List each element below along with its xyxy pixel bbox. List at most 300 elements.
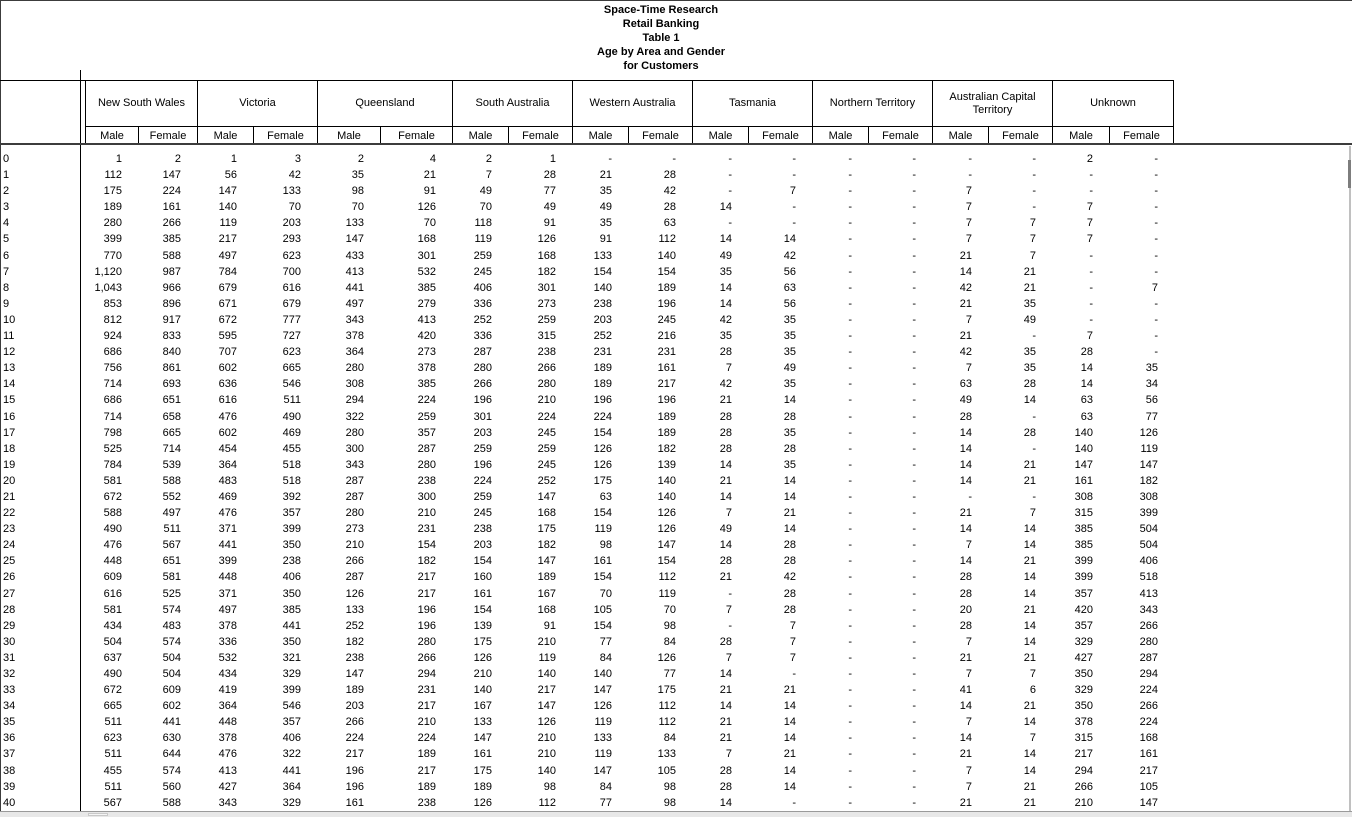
value-cell: 28 bbox=[783, 587, 796, 600]
age-cell: 14 bbox=[3, 378, 16, 391]
value-cell: 147 bbox=[345, 668, 364, 680]
value-cell: 714 bbox=[103, 378, 122, 391]
value-cell: 189 bbox=[593, 378, 612, 391]
value-cell: 7 bbox=[965, 233, 972, 246]
value-cell: 182 bbox=[417, 555, 436, 568]
value-cell: 154 bbox=[473, 555, 492, 568]
value-cell: 434 bbox=[218, 668, 237, 680]
value-cell: 49 bbox=[543, 201, 556, 214]
value-cell: 140 bbox=[473, 684, 492, 697]
value-cell: 616 bbox=[282, 281, 301, 294]
value-cell: 203 bbox=[473, 539, 492, 552]
value-cell: 490 bbox=[103, 523, 122, 536]
value-cell: 469 bbox=[282, 426, 301, 439]
value-cell: 581 bbox=[103, 474, 122, 487]
value-cell: 321 bbox=[282, 651, 301, 664]
value-cell: - bbox=[848, 684, 852, 697]
value-cell: 7 bbox=[1086, 201, 1093, 214]
value-cell: 112 bbox=[538, 796, 556, 809]
table-row bbox=[0, 569, 1174, 585]
value-cell: 707 bbox=[218, 346, 237, 359]
value-cell: 224 bbox=[537, 410, 556, 423]
value-cell: 567 bbox=[162, 539, 181, 552]
group-header-label: South Australia bbox=[475, 97, 550, 109]
value-cell: 105 bbox=[593, 603, 612, 616]
value-cell: 21 bbox=[783, 507, 796, 520]
horizontal-scrollbar[interactable] bbox=[0, 811, 1352, 817]
value-cell: 588 bbox=[162, 474, 181, 487]
value-cell: - bbox=[848, 330, 852, 343]
value-cell: 287 bbox=[1139, 651, 1158, 664]
value-cell: - bbox=[848, 635, 852, 648]
value-cell: 637 bbox=[103, 651, 122, 664]
value-cell: 21 bbox=[959, 507, 972, 520]
value-cell: 28 bbox=[1080, 346, 1093, 359]
value-cell: - bbox=[1154, 233, 1158, 246]
value-cell: - bbox=[1032, 330, 1036, 343]
table-row bbox=[0, 360, 1174, 376]
value-cell: 70 bbox=[288, 201, 301, 214]
value-cell: 28 bbox=[1023, 426, 1036, 439]
value-cell: 112 bbox=[104, 169, 122, 182]
value-cell: 273 bbox=[345, 523, 364, 536]
value-cell: 7 bbox=[725, 362, 732, 375]
value-cell: 42 bbox=[719, 378, 732, 391]
age-cell: 21 bbox=[3, 490, 16, 503]
value-cell: 665 bbox=[282, 362, 301, 375]
value-cell: 427 bbox=[218, 780, 237, 793]
value-cell: - bbox=[848, 571, 852, 584]
value-cell: - bbox=[792, 169, 796, 182]
value-cell: 21 bbox=[959, 297, 972, 310]
value-cell: 7 bbox=[965, 362, 972, 375]
value-cell: 441 bbox=[218, 539, 237, 552]
value-cell: 7 bbox=[725, 748, 732, 761]
value-cell: 154 bbox=[593, 265, 612, 278]
value-cell: - bbox=[1089, 313, 1093, 326]
value-cell: - bbox=[912, 603, 916, 616]
group-header-label: Unknown bbox=[1090, 97, 1136, 109]
value-cell: 14 bbox=[719, 281, 732, 294]
value-cell: 476 bbox=[218, 410, 237, 423]
value-cell: 175 bbox=[593, 474, 612, 487]
value-cell: - bbox=[912, 684, 916, 697]
value-cell: 49 bbox=[783, 362, 796, 375]
vertical-scrollbar[interactable] bbox=[1349, 146, 1351, 811]
table-row bbox=[0, 215, 1174, 231]
value-cell: - bbox=[608, 153, 612, 165]
value-cell: 413 bbox=[345, 265, 364, 278]
group-header-australian-capital-territory bbox=[932, 81, 1052, 127]
value-cell: 406 bbox=[1139, 555, 1158, 568]
value-cell: 504 bbox=[1139, 523, 1158, 536]
value-cell: 700 bbox=[282, 265, 301, 278]
value-cell: 182 bbox=[657, 442, 676, 455]
value-cell: 1,120 bbox=[94, 265, 122, 278]
value-cell: 70 bbox=[423, 217, 436, 230]
age-cell: 18 bbox=[3, 442, 16, 455]
age-cell: 16 bbox=[3, 410, 16, 423]
value-cell: 308 bbox=[1074, 490, 1093, 503]
value-cell: 14 bbox=[783, 780, 796, 793]
value-cell: - bbox=[848, 619, 852, 632]
table-row bbox=[0, 730, 1174, 746]
value-cell: 91 bbox=[599, 233, 612, 246]
value-cell: 98 bbox=[663, 780, 676, 793]
value-cell: 154 bbox=[593, 507, 612, 520]
value-cell: - bbox=[1154, 313, 1158, 326]
value-cell: 196 bbox=[473, 458, 492, 471]
value-cell: 133 bbox=[345, 603, 364, 616]
value-cell: 14 bbox=[959, 700, 972, 713]
value-cell: - bbox=[912, 748, 916, 761]
value-cell: 216 bbox=[657, 330, 676, 343]
value-cell: 896 bbox=[162, 297, 181, 310]
value-cell: - bbox=[912, 458, 916, 471]
value-cell: 126 bbox=[537, 233, 556, 246]
value-cell: 161 bbox=[345, 796, 364, 809]
value-cell: 28 bbox=[663, 201, 676, 214]
value-cell: 329 bbox=[282, 668, 301, 680]
value-cell: 420 bbox=[1074, 603, 1093, 616]
value-cell: 518 bbox=[1139, 571, 1158, 584]
value-cell: 7 bbox=[1151, 281, 1158, 294]
value-cell: - bbox=[912, 297, 916, 310]
value-cell: - bbox=[912, 185, 916, 198]
value-cell: 987 bbox=[162, 265, 181, 278]
value-cell: 364 bbox=[282, 780, 301, 793]
value-cell: 525 bbox=[162, 587, 181, 600]
value-cell: 245 bbox=[657, 313, 676, 326]
value-cell: 77 bbox=[1145, 410, 1158, 423]
value-cell: 119 bbox=[658, 587, 676, 600]
value-cell: 672 bbox=[218, 313, 237, 326]
value-cell: - bbox=[848, 297, 852, 310]
value-cell: 252 bbox=[537, 474, 556, 487]
value-cell: 385 bbox=[282, 603, 301, 616]
value-cell: 245 bbox=[473, 265, 492, 278]
value-cell: 245 bbox=[537, 458, 556, 471]
value-cell: 21 bbox=[959, 796, 972, 809]
value-cell: 14 bbox=[719, 796, 732, 809]
value-cell: 287 bbox=[473, 346, 492, 359]
value-cell: 147 bbox=[1139, 458, 1158, 471]
value-cell: 91 bbox=[543, 619, 556, 632]
value-cell: 504 bbox=[1139, 539, 1158, 552]
value-cell: 840 bbox=[162, 346, 181, 359]
value-cell: 609 bbox=[162, 684, 181, 697]
value-cell: - bbox=[1089, 265, 1093, 278]
value-cell: 126 bbox=[593, 442, 612, 455]
value-cell: 49 bbox=[599, 201, 612, 214]
value-cell: 238 bbox=[593, 297, 612, 310]
value-cell: 448 bbox=[218, 571, 237, 584]
value-cell: 217 bbox=[417, 764, 436, 777]
value-cell: 238 bbox=[417, 796, 436, 809]
subheader-victoria-female: Female bbox=[253, 127, 317, 144]
table-row bbox=[0, 698, 1174, 714]
subheader-new-south-wales-male: Male bbox=[85, 127, 138, 144]
value-cell: 588 bbox=[162, 249, 181, 262]
value-cell: 182 bbox=[537, 539, 556, 552]
value-cell: 413 bbox=[1139, 587, 1158, 600]
value-cell: - bbox=[848, 378, 852, 391]
value-cell: 119 bbox=[219, 217, 237, 230]
value-cell: 7 bbox=[789, 635, 796, 648]
value-cell: 21 bbox=[423, 169, 436, 182]
value-cell: 224 bbox=[1139, 716, 1158, 729]
value-cell: 671 bbox=[218, 297, 237, 310]
value-cell: 210 bbox=[537, 394, 556, 407]
value-cell: 280 bbox=[345, 507, 364, 520]
value-cell: 189 bbox=[417, 780, 436, 793]
value-cell: 42 bbox=[783, 249, 796, 262]
value-cell: 364 bbox=[345, 346, 364, 359]
value-cell: - bbox=[848, 313, 852, 326]
value-cell: 7 bbox=[725, 507, 732, 520]
value-cell: 448 bbox=[218, 716, 237, 729]
value-cell: 210 bbox=[537, 748, 556, 761]
value-cell: 189 bbox=[657, 281, 676, 294]
value-cell: 224 bbox=[345, 732, 364, 745]
value-cell: 266 bbox=[345, 555, 364, 568]
value-cell: 28 bbox=[959, 587, 972, 600]
value-cell: 140 bbox=[537, 668, 556, 680]
value-cell: 28 bbox=[663, 169, 676, 182]
value-cell: 147 bbox=[345, 233, 364, 246]
value-cell: 455 bbox=[103, 764, 122, 777]
value-cell: 714 bbox=[162, 442, 181, 455]
value-cell: 28 bbox=[719, 635, 732, 648]
value-cell: 616 bbox=[218, 394, 237, 407]
table-header bbox=[0, 80, 1174, 144]
subheader-queensland-male: Male bbox=[317, 127, 380, 144]
value-cell: 21 bbox=[1023, 780, 1036, 793]
value-cell: 49 bbox=[719, 249, 732, 262]
value-cell: 4 bbox=[429, 153, 436, 165]
value-cell: - bbox=[968, 153, 972, 165]
value-cell: - bbox=[728, 169, 732, 182]
value-cell: 7 bbox=[485, 169, 492, 182]
value-cell: - bbox=[1154, 217, 1158, 230]
value-cell: 378 bbox=[417, 362, 436, 375]
group-header-new-south-wales bbox=[85, 81, 197, 127]
value-cell: 966 bbox=[162, 281, 181, 294]
age-cell: 7 bbox=[3, 265, 10, 278]
value-cell: 21 bbox=[719, 474, 732, 487]
value-cell: 161 bbox=[657, 362, 676, 375]
value-cell: 300 bbox=[345, 442, 364, 455]
value-cell: 161 bbox=[473, 748, 492, 761]
value-cell: 259 bbox=[473, 249, 492, 262]
value-cell: 329 bbox=[1074, 684, 1093, 697]
value-cell: 217 bbox=[417, 700, 436, 713]
value-cell: 224 bbox=[417, 394, 436, 407]
value-cell: 2 bbox=[174, 153, 181, 165]
value-cell: 308 bbox=[1139, 490, 1158, 503]
value-cell: 280 bbox=[1139, 635, 1158, 648]
value-cell: 287 bbox=[417, 442, 436, 455]
value-cell: 266 bbox=[473, 378, 492, 391]
value-cell: 727 bbox=[282, 330, 301, 343]
value-cell: 336 bbox=[473, 330, 492, 343]
value-cell: - bbox=[792, 201, 796, 214]
value-cell: 21 bbox=[719, 732, 732, 745]
table-row bbox=[0, 666, 1174, 682]
value-cell: 119 bbox=[594, 716, 612, 729]
value-cell: 1 bbox=[230, 153, 237, 165]
value-cell: 217 bbox=[218, 233, 237, 246]
value-cell: 14 bbox=[783, 716, 796, 729]
value-cell: 7 bbox=[1029, 249, 1036, 262]
value-cell: 567 bbox=[103, 796, 122, 809]
age-cell: 25 bbox=[3, 555, 16, 568]
value-cell: 28 bbox=[543, 169, 556, 182]
value-cell: 203 bbox=[593, 313, 612, 326]
value-cell: 105 bbox=[1139, 780, 1158, 793]
value-cell: 441 bbox=[282, 764, 301, 777]
value-cell: 126 bbox=[657, 507, 676, 520]
value-cell: - bbox=[912, 313, 916, 326]
subheader-western-australia-female: Female bbox=[628, 127, 692, 144]
value-cell: 210 bbox=[1074, 796, 1093, 809]
value-cell: - bbox=[1089, 281, 1093, 294]
value-cell: 140 bbox=[657, 490, 676, 503]
value-cell: 118 bbox=[474, 217, 492, 230]
age-cell: 37 bbox=[3, 748, 16, 761]
age-cell: 0 bbox=[3, 153, 10, 165]
value-cell: 140 bbox=[593, 668, 612, 680]
value-cell: 21 bbox=[959, 330, 972, 343]
age-cell: 20 bbox=[3, 474, 16, 487]
value-cell: 378 bbox=[1074, 716, 1093, 729]
value-cell: 7 bbox=[725, 651, 732, 664]
table-row bbox=[0, 199, 1174, 215]
value-cell: 14 bbox=[1023, 635, 1036, 648]
group-header-queensland bbox=[317, 81, 452, 127]
age-cell: 33 bbox=[3, 684, 16, 697]
value-cell: 14 bbox=[1080, 362, 1093, 375]
value-cell: 140 bbox=[1074, 426, 1093, 439]
age-cell: 34 bbox=[3, 700, 16, 713]
vertical-scrollbar-thumb[interactable] bbox=[1348, 160, 1351, 188]
value-cell: - bbox=[792, 217, 796, 230]
value-cell: 105 bbox=[657, 764, 676, 777]
value-cell: 196 bbox=[345, 764, 364, 777]
value-cell: 210 bbox=[417, 507, 436, 520]
value-cell: 7 bbox=[965, 539, 972, 552]
value-cell: 34 bbox=[1145, 378, 1158, 391]
value-cell: 245 bbox=[473, 507, 492, 520]
value-cell: 189 bbox=[537, 571, 556, 584]
value-cell: 371 bbox=[218, 587, 237, 600]
value-cell: 336 bbox=[473, 297, 492, 310]
value-cell: 7 bbox=[1086, 233, 1093, 246]
value-cell: 21 bbox=[599, 169, 612, 182]
value-cell: 343 bbox=[1139, 603, 1158, 616]
value-cell: 28 bbox=[719, 555, 732, 568]
value-cell: - bbox=[848, 201, 852, 214]
value-cell: 315 bbox=[537, 330, 556, 343]
value-cell: 20 bbox=[959, 603, 972, 616]
value-cell: 35 bbox=[1023, 346, 1036, 359]
value-cell: 7 bbox=[1086, 330, 1093, 343]
subheader-row bbox=[85, 127, 1174, 144]
subheader-new-south-wales-female: Female bbox=[138, 127, 197, 144]
value-cell: 175 bbox=[473, 635, 492, 648]
value-cell: 280 bbox=[417, 635, 436, 648]
table-row bbox=[0, 602, 1174, 618]
value-cell: 14 bbox=[959, 474, 972, 487]
group-header-label: Queensland bbox=[355, 97, 415, 109]
value-cell: 28 bbox=[719, 442, 732, 455]
value-cell: 14 bbox=[959, 458, 972, 471]
age-cell: 19 bbox=[3, 458, 16, 471]
subheader-tasmania-female: Female bbox=[748, 127, 812, 144]
value-cell: - bbox=[848, 410, 852, 423]
value-cell: 651 bbox=[162, 394, 181, 407]
value-cell: 14 bbox=[1023, 619, 1036, 632]
table-row bbox=[0, 409, 1174, 425]
value-cell: 189 bbox=[103, 201, 122, 214]
table-row bbox=[0, 505, 1174, 521]
value-cell: - bbox=[728, 153, 732, 165]
value-cell: 252 bbox=[345, 619, 364, 632]
value-cell: 28 bbox=[719, 426, 732, 439]
value-cell: - bbox=[1089, 169, 1093, 182]
value-cell: 203 bbox=[473, 426, 492, 439]
value-cell: - bbox=[1032, 201, 1036, 214]
group-header-label: New South Wales bbox=[97, 97, 186, 109]
value-cell: 665 bbox=[162, 426, 181, 439]
value-cell: - bbox=[1154, 249, 1158, 262]
value-cell: - bbox=[1154, 169, 1158, 182]
value-cell: - bbox=[912, 394, 916, 407]
value-cell: 126 bbox=[417, 201, 436, 214]
value-cell: 42 bbox=[783, 571, 796, 584]
value-cell: - bbox=[1089, 249, 1093, 262]
value-cell: 21 bbox=[959, 651, 972, 664]
value-cell: - bbox=[848, 555, 852, 568]
value-cell: 21 bbox=[1023, 281, 1036, 294]
value-cell: 266 bbox=[417, 651, 436, 664]
value-cell: 126 bbox=[473, 796, 492, 809]
value-cell: - bbox=[912, 201, 916, 214]
value-cell: 112 bbox=[658, 716, 676, 729]
value-cell: 28 bbox=[959, 571, 972, 584]
age-cell: 4 bbox=[3, 217, 10, 230]
value-cell: 539 bbox=[162, 458, 181, 471]
age-cell: 28 bbox=[3, 603, 16, 616]
value-cell: 7 bbox=[1029, 732, 1036, 745]
value-cell: - bbox=[1032, 169, 1036, 182]
value-cell: 21 bbox=[1023, 458, 1036, 471]
value-cell: 217 bbox=[1139, 764, 1158, 777]
value-cell: - bbox=[848, 651, 852, 664]
value-cell: - bbox=[912, 523, 916, 536]
value-cell: 14 bbox=[719, 233, 732, 246]
value-cell: 41 bbox=[959, 684, 972, 697]
value-cell: 84 bbox=[663, 635, 676, 648]
value-cell: 63 bbox=[599, 490, 612, 503]
value-cell: 511 bbox=[163, 523, 181, 536]
value-cell: 308 bbox=[345, 378, 364, 391]
age-cell: 40 bbox=[3, 796, 16, 809]
value-cell: 168 bbox=[537, 249, 556, 262]
value-cell: 357 bbox=[417, 426, 436, 439]
value-cell: 35 bbox=[783, 458, 796, 471]
value-cell: 98 bbox=[663, 796, 676, 809]
